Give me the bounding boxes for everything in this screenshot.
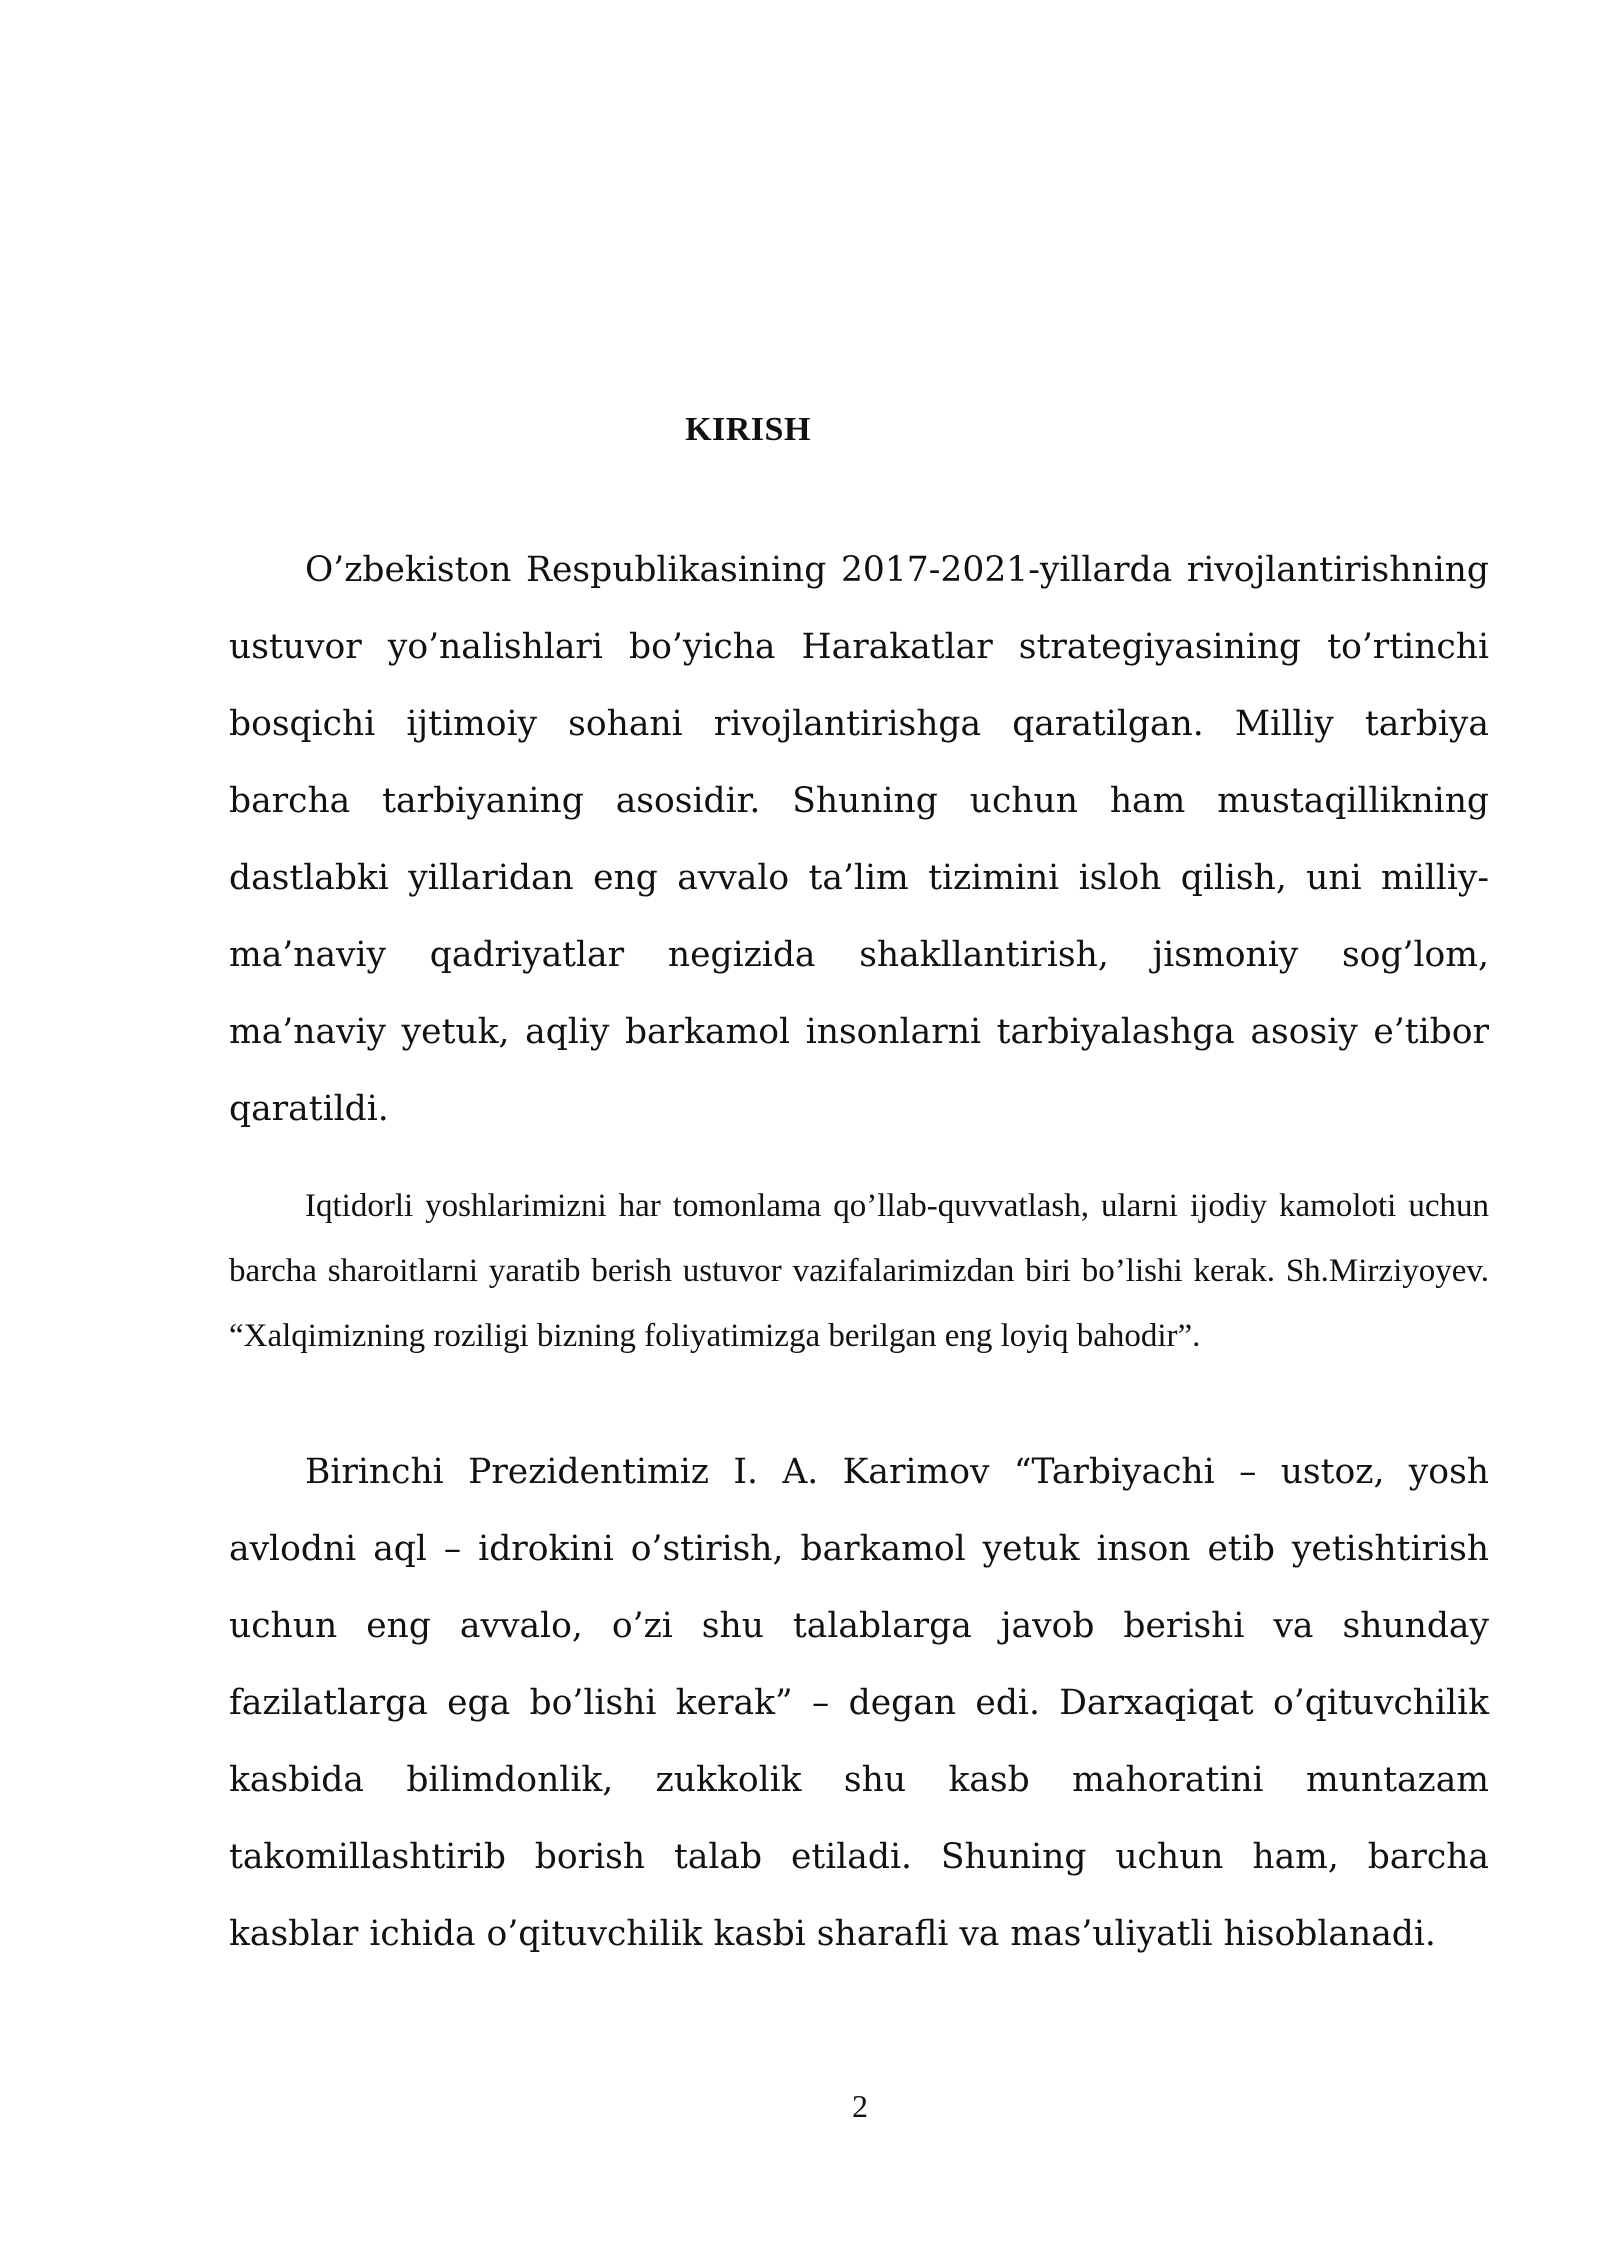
paragraph-intro: O’zbekiston Respublikasining 2017-2021-yillarda rivojlantirishning ustuvor yo’nalishlari bo’yicha Harakatlar strategiyasining to’rtinchi bosqichi ijtimoiy sohani rivojlantirishga qaratilgan. Milliy tarbiya barcha tarbiyaning asosidir. Shuning uchun ham mustaqillikning dastlabki yillaridan eng avvalo ta’lim tizimini isloh qilish, uni milliy-ma’naviy qadriyatlar negizida shakllantirish, jismoniy sog’lom, ma’naviy yetuk, aqliy barkamol insonlarni tarbiyalashga asosiy e’tibor qaratildi. bbox=[229, 550, 1489, 1129]
section-heading: KIRISH bbox=[685, 411, 811, 448]
page-number: 2 bbox=[852, 2088, 868, 2124]
paragraph-karimov: Birinchi Prezidentimiz I. A. Karimov “Tarbiyachi – ustoz, yosh avlodni aql – idrokini o’stirish, barkamol yetuk inson etib yetishtirish uchun eng avvalo, o’zi shu talablarga javob berishi va shunday fazilatlarga ega bo’lishi kerak” – degan edi. Darxaqiqat o’qituvchilik kasbida bilimdonlik, zukkolik shu kasb mahoratini muntazam takomillashtirib borish talab etiladi. Shuning uchun ham, barcha kasblar ichida o’qituvchilik kasbi sharafli va mas’uliyatli hisoblanadi. bbox=[229, 1452, 1489, 1954]
paragraph-quote: Iqtidorli yoshlarimizni har tomonlama qo’llab-quvvatlash, ularni ijodiy kamoloti uchun barcha sharoitlarni yaratib berish ustuvor vazifalarimizdan biri bo’lishi kerak. Sh.Mirziyoyev. “Xalqimizning roziligi bizning foliyatimizga berilgan eng loyiq bahodir”. bbox=[229, 1188, 1489, 1354]
